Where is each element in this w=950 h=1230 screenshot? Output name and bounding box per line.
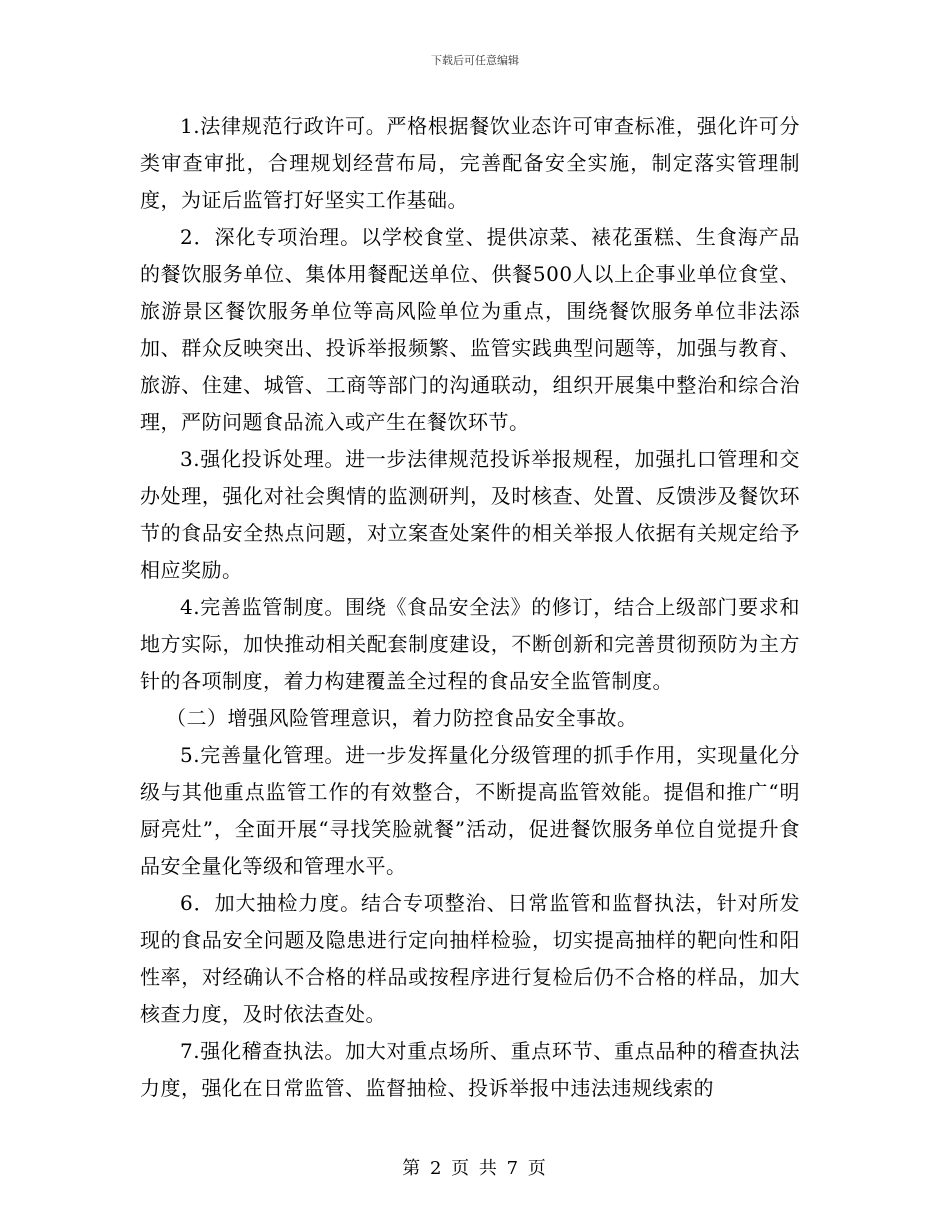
document-body <box>140 108 800 1107</box>
paragraph-7: 7.强化稽查执法。加大对重点场所、重点环节、重点品种的稽查执法力度，强化在日常监管、监督抽检、投诉举报中违法违规线索的 <box>140 1039 800 1100</box>
paragraph-6: 6．加大抽检力度。结合专项整治、日常监管和监督执法，针对所发现的食品安全问题及隐患进行定向抽样检验，切实提高抽样的靶向性和阳性率，对经确认不合格的样品或按程序进行复检后仍不合格的样品，加大核查力度，及时依法查处。 <box>140 891 800 1026</box>
page-header: 下载后可任意编辑 <box>431 54 519 67</box>
section-heading: （二）增强风险管理意识，着力防控食品安全事故。 <box>166 706 638 730</box>
paragraph-5: 5.完善量化管理。进一步发挥量化分级管理的抓手作用，实现量化分级与其他重点监管工作的有效整合，不断提高监管效能。提倡和推广“明厨亮灶”，全面开展“寻找笑脸就餐”活动，促进餐饮服务单位自觉提升食品安全量化等级和管理水平。 <box>140 743 800 878</box>
page-number: 第 2 页 共 7 页 <box>402 1158 548 1179</box>
paragraph-2: 2．深化专项治理。以学校食堂、提供凉菜、裱花蛋糕、生食海产品的餐饮服务单位、集体用餐配送单位、供餐500人以上企事业单位食堂、旅游景区餐饮服务单位等高风险单位为重点，围绕餐饮服务单位非法添加、群众反映突出、投诉举报频繁、监管实践典型问题等，加强与教育、旅游、住建、城管、工商等部门的沟通联动，组织开展集中整治和综合治理，严防问题食品流入或产生在餐饮环节。 <box>140 225 800 434</box>
paragraph-4: 4.完善监管制度。围绕《食品安全法》的修订，结合上级部门要求和地方实际，加快推动相关配套制度建设，不断创新和完善贯彻预防为主方针的各项制度，着力构建覆盖全过程的食品安全监管制度。 <box>140 595 800 693</box>
paragraph-1: 1.法律规范行政许可。严格根据餐饮业态许可审查标准，强化许可分类审查审批，合理规划经营布局，完善配备安全实施，制定落实管理制度，为证后监管打好坚实工作基础。 <box>140 114 800 212</box>
paragraph-3: 3.强化投诉处理。进一步法律规范投诉举报规程，加强扎口管理和交办处理，强化对社会舆情的监测研判，及时核查、处置、反馈涉及餐饮环节的食品安全热点问题，对立案查处案件的相关举报人依据有关规定给予相应奖励。 <box>140 447 800 582</box>
